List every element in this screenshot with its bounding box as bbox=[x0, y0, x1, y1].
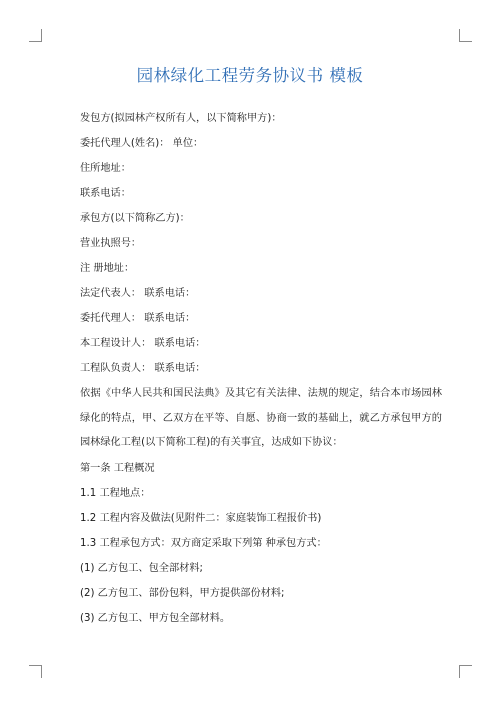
intro-paragraph: 依据《中华人民共和国民法典》及其它有关法律、法规的规定，结合本市场园林绿化的特点，甲、乙双方在平等、自愿、协商一致的基础上，就乙方承包甲方的 园林绿化工程(以下简称工程)的有关事宜，达成如下协议： bbox=[80, 388, 442, 448]
field-license-number: 营业执照号： bbox=[80, 238, 142, 249]
article-1-heading: 第一条 工程概况 bbox=[80, 463, 155, 474]
article-1-item-3: 1.3 工程承包方式：双方商定采取下列第 种承包方式： bbox=[80, 538, 327, 549]
option-3: (3) 乙方包工、甲方包全部材料。 bbox=[80, 613, 231, 624]
field-employer-agent: 委托代理人(姓名)： 单位： bbox=[80, 138, 204, 149]
field-contractor: 承包方(以下简称乙方)： bbox=[80, 213, 190, 224]
document-title: 园林绿化工程劳务协议书 模板 bbox=[136, 66, 364, 85]
crop-mark-top-left bbox=[29, 29, 42, 42]
field-legal-representative: 法定代表人： 联系电话： bbox=[80, 288, 196, 299]
crop-mark-bottom-left bbox=[29, 665, 42, 678]
option-1: (1) 乙方包工、包全部材料; bbox=[80, 563, 203, 574]
field-team-leader: 工程队负责人： 联系电话： bbox=[80, 363, 206, 374]
field-address: 住所地址： bbox=[80, 163, 131, 174]
crop-mark-bottom-right bbox=[459, 665, 472, 678]
field-employer: 发包方(拟园林产权所有人，以下简称甲方)： bbox=[80, 113, 282, 124]
field-contractor-agent: 委托代理人： 联系电话： bbox=[80, 313, 196, 324]
field-registered-address: 注 册地址： bbox=[80, 263, 135, 274]
crop-mark-top-right bbox=[459, 29, 472, 42]
article-1-item-2: 1.2 工程内容及做法(见附件二：家庭装饰工程报价书) bbox=[80, 513, 322, 524]
field-designer: 本工程设计人： 联系电话： bbox=[80, 338, 206, 349]
field-phone: 联系电话： bbox=[80, 188, 131, 199]
option-2: (2) 乙方包工、部份包料，甲方提供部份材料; bbox=[80, 588, 285, 599]
article-1-item-1: 1.1 工程地点： bbox=[80, 488, 151, 499]
